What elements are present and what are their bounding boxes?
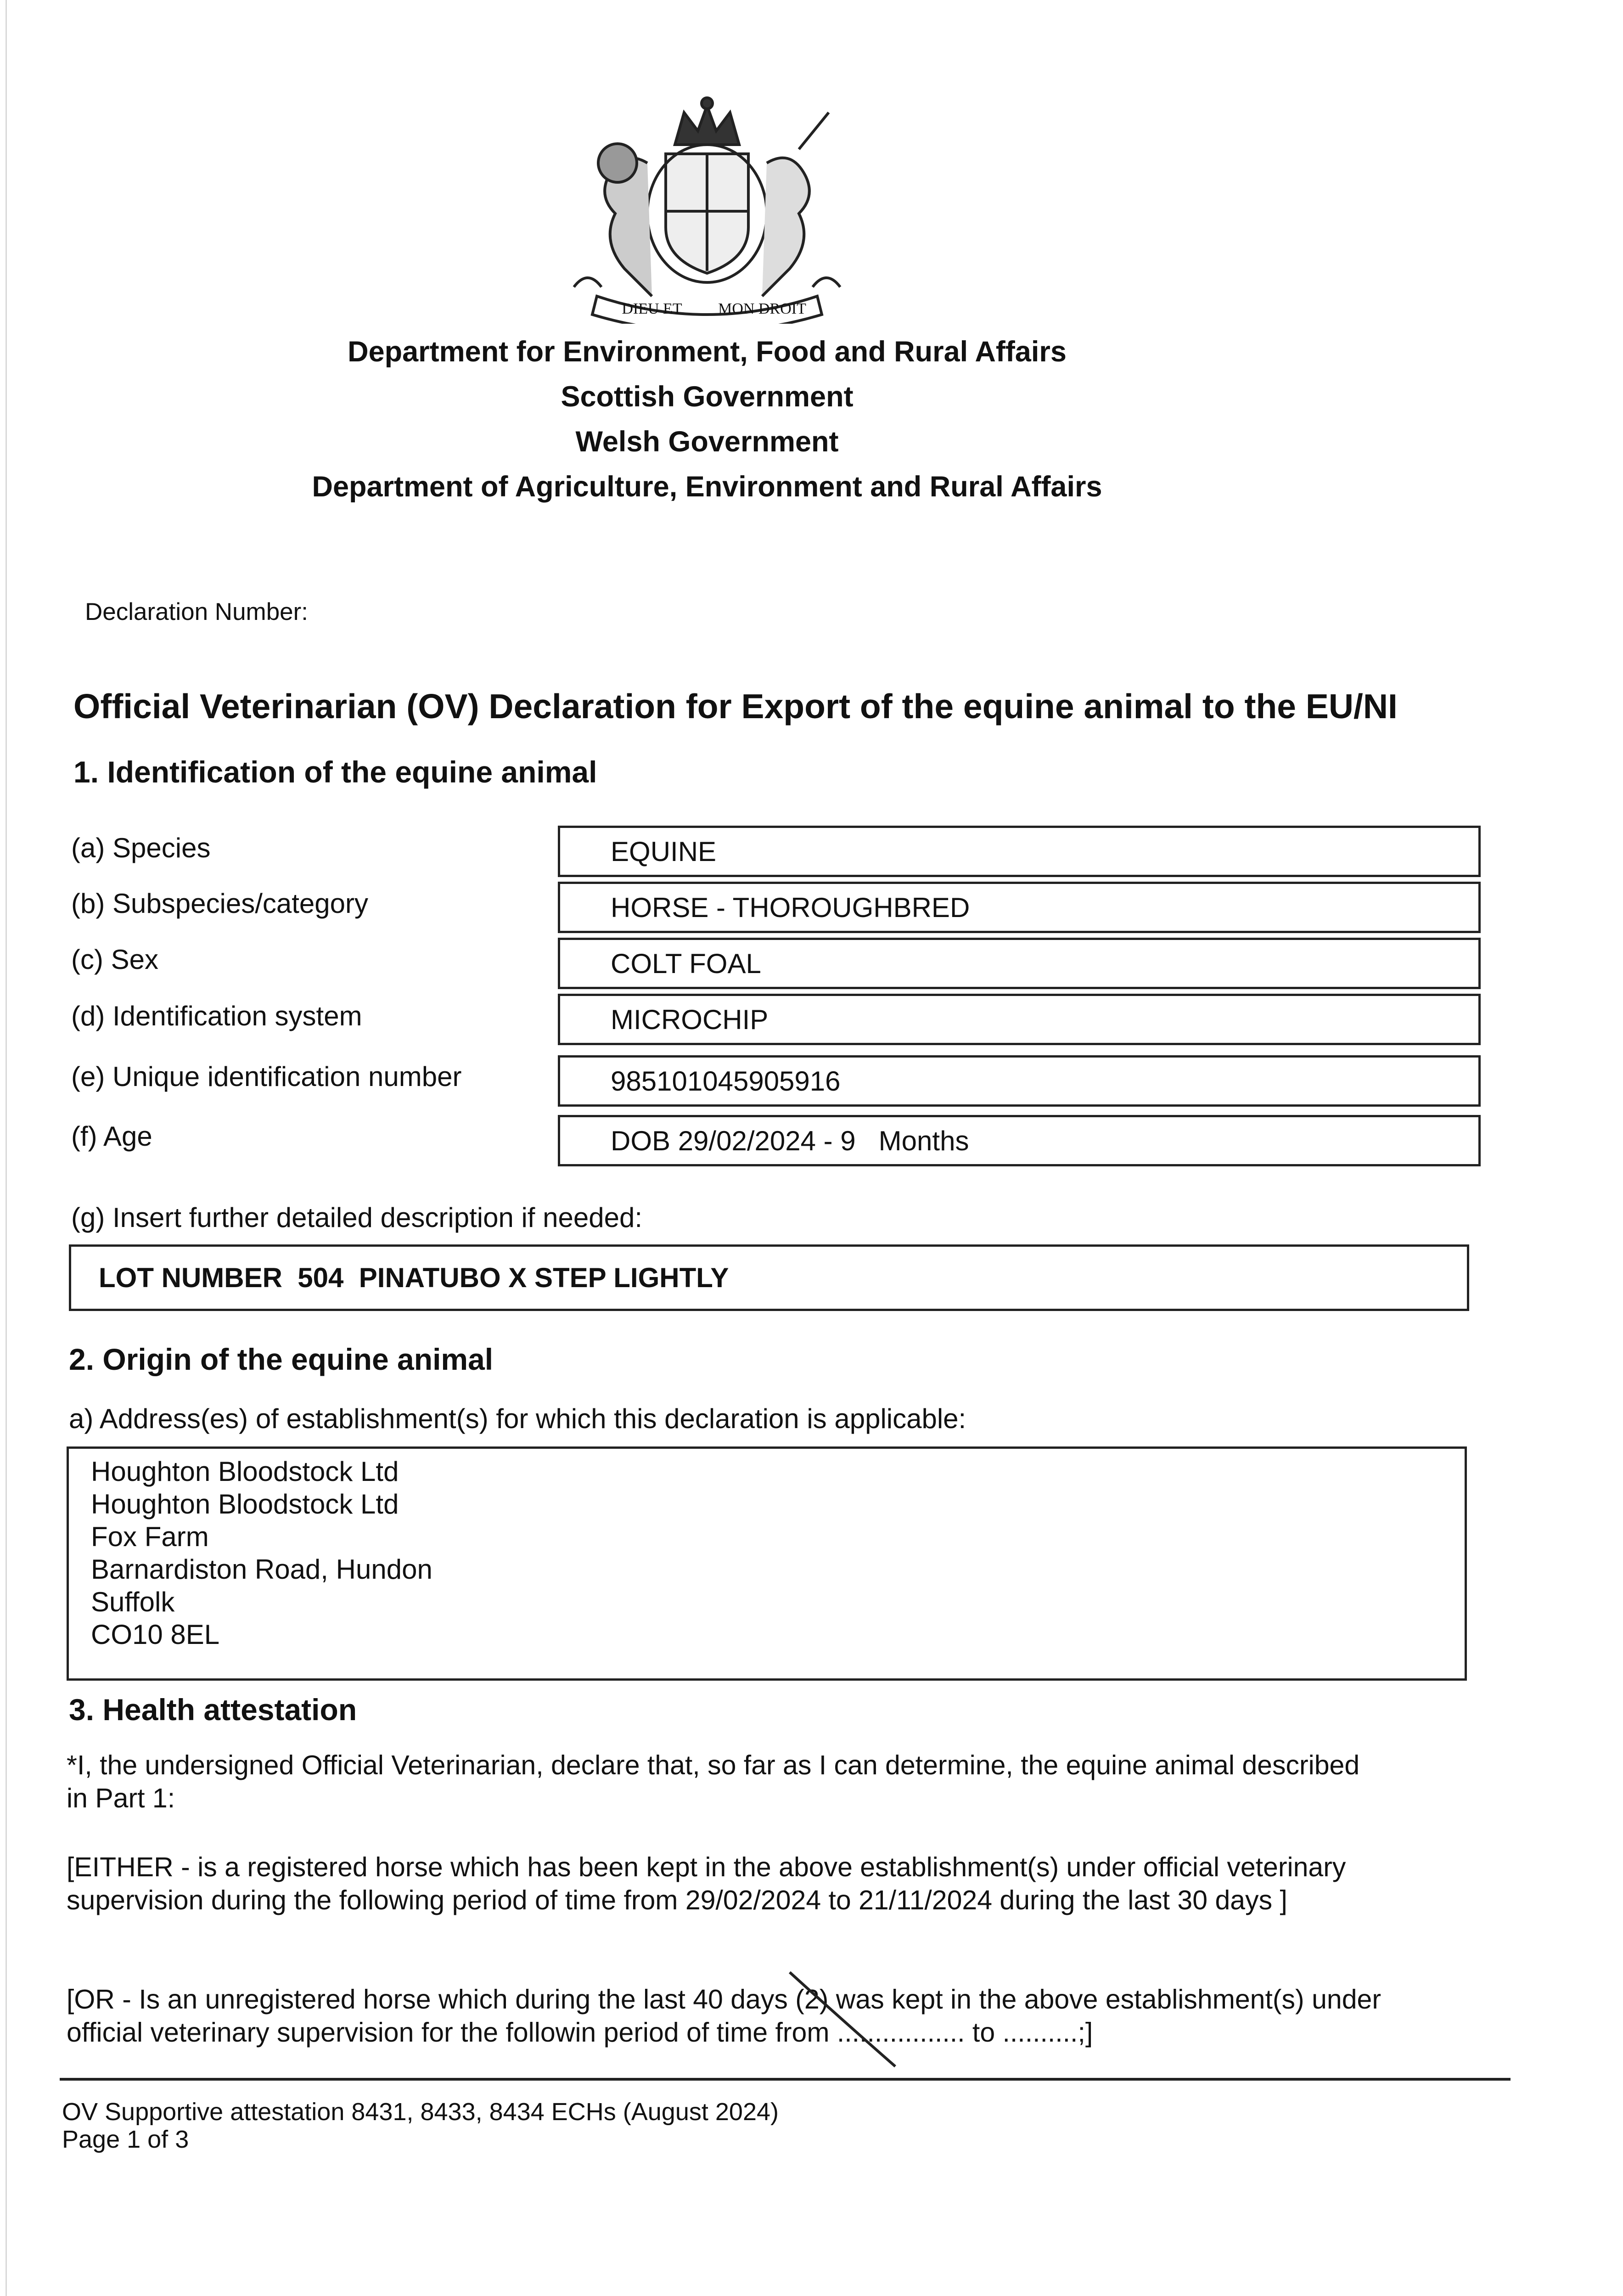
or-clause-line: [OR - Is an unregistered horse which during the last 40 days (2) was kept in the above establishment(s) under bbox=[67, 1984, 1381, 2015]
species-label: (a) Species bbox=[71, 833, 211, 863]
department-defra: Department for Environment, Food and Rural Affairs bbox=[348, 336, 1067, 368]
sex-value: COLT FOAL bbox=[611, 948, 761, 979]
address-line: CO10 8EL bbox=[91, 1619, 220, 1650]
unique-id-field bbox=[558, 1055, 1481, 1107]
sex-label: (c) Sex bbox=[71, 944, 159, 975]
further-description-value: LOT NUMBER 504 PINATUBO X STEP LIGHTLY bbox=[99, 1262, 729, 1293]
crest-motto-right: MON DROIT bbox=[718, 300, 806, 317]
strike-through-mark-icon bbox=[781, 1968, 900, 2073]
section3-heading: 3. Health attestation bbox=[69, 1693, 357, 1727]
intro-line: *I, the undersigned Official Veterinarian, declare that, so far as I can determine, the equine animal described bbox=[67, 1750, 1360, 1780]
unique-id-label: (e) Unique identification number bbox=[71, 1061, 462, 1092]
species-value: EQUINE bbox=[611, 836, 717, 867]
section1-heading: 1. Identification of the equine animal bbox=[73, 755, 597, 789]
subspecies-label: (b) Subspecies/category bbox=[71, 888, 368, 919]
department-scottish-gov: Scottish Government bbox=[561, 381, 854, 413]
department-welsh-gov: Welsh Government bbox=[575, 426, 839, 458]
department-daera: Department of Agriculture, Environment and Rural Affairs bbox=[312, 471, 1102, 503]
footer-attestation: OV Supportive attestation 8431, 8433, 8434 ECHs (August 2024) bbox=[62, 2098, 779, 2126]
either-clause-line: [EITHER - is a registered horse which has been kept in the above establishment(s) under official veterinary bbox=[67, 1852, 1346, 1882]
sex-field bbox=[558, 938, 1481, 989]
royal-crest bbox=[560, 94, 854, 324]
intro-line: in Part 1: bbox=[67, 1783, 175, 1813]
either-clause-line: supervision during the following period of time from 29/02/2024 to 21/11/2024 during the last 30 days ] bbox=[67, 1885, 1287, 1915]
address-line: Fox Farm bbox=[91, 1521, 209, 1552]
address-line: Suffolk bbox=[91, 1587, 175, 1617]
unique-id-value: 985101045905916 bbox=[611, 1065, 841, 1097]
further-description-label: (g) Insert further detailed description if needed: bbox=[71, 1202, 643, 1233]
section2-heading: 2. Origin of the equine animal bbox=[69, 1342, 494, 1376]
declaration-number-label: Declaration Number: bbox=[85, 598, 309, 625]
age-field bbox=[558, 1115, 1481, 1166]
address-label: a) Address(es) of establishment(s) for which this declaration is applicable: bbox=[69, 1403, 966, 1434]
address-line: Barnardiston Road, Hundon bbox=[91, 1554, 432, 1585]
address-line: Houghton Bloodstock Ltd bbox=[91, 1489, 399, 1519]
footer-page-number: Page 1 of 3 bbox=[62, 2126, 189, 2153]
royal-crest-icon bbox=[560, 94, 854, 324]
address-line: Houghton Bloodstock Ltd bbox=[91, 1456, 399, 1487]
subspecies-value: HORSE - THOROUGHBRED bbox=[611, 892, 970, 923]
age-value: DOB 29/02/2024 - 9 Months bbox=[611, 1125, 969, 1156]
or-clause-line: official veterinary supervision for the followin period of time from ................. to ..........;] bbox=[67, 2017, 1093, 2048]
species-field bbox=[558, 826, 1481, 877]
subspecies-field bbox=[558, 882, 1481, 933]
id-system-label: (d) Identification system bbox=[71, 1001, 362, 1031]
further-description-field bbox=[69, 1244, 1469, 1311]
id-system-field bbox=[558, 994, 1481, 1045]
address-box bbox=[67, 1446, 1467, 1681]
footer-divider bbox=[60, 2078, 1511, 2081]
age-label: (f) Age bbox=[71, 1121, 152, 1152]
id-system-value: MICROCHIP bbox=[611, 1004, 769, 1035]
page-title: Official Veterinarian (OV) Declaration for Export of the equine animal to the EU/NI bbox=[73, 687, 1398, 726]
crest-motto-left: DIEU ET bbox=[622, 300, 682, 317]
